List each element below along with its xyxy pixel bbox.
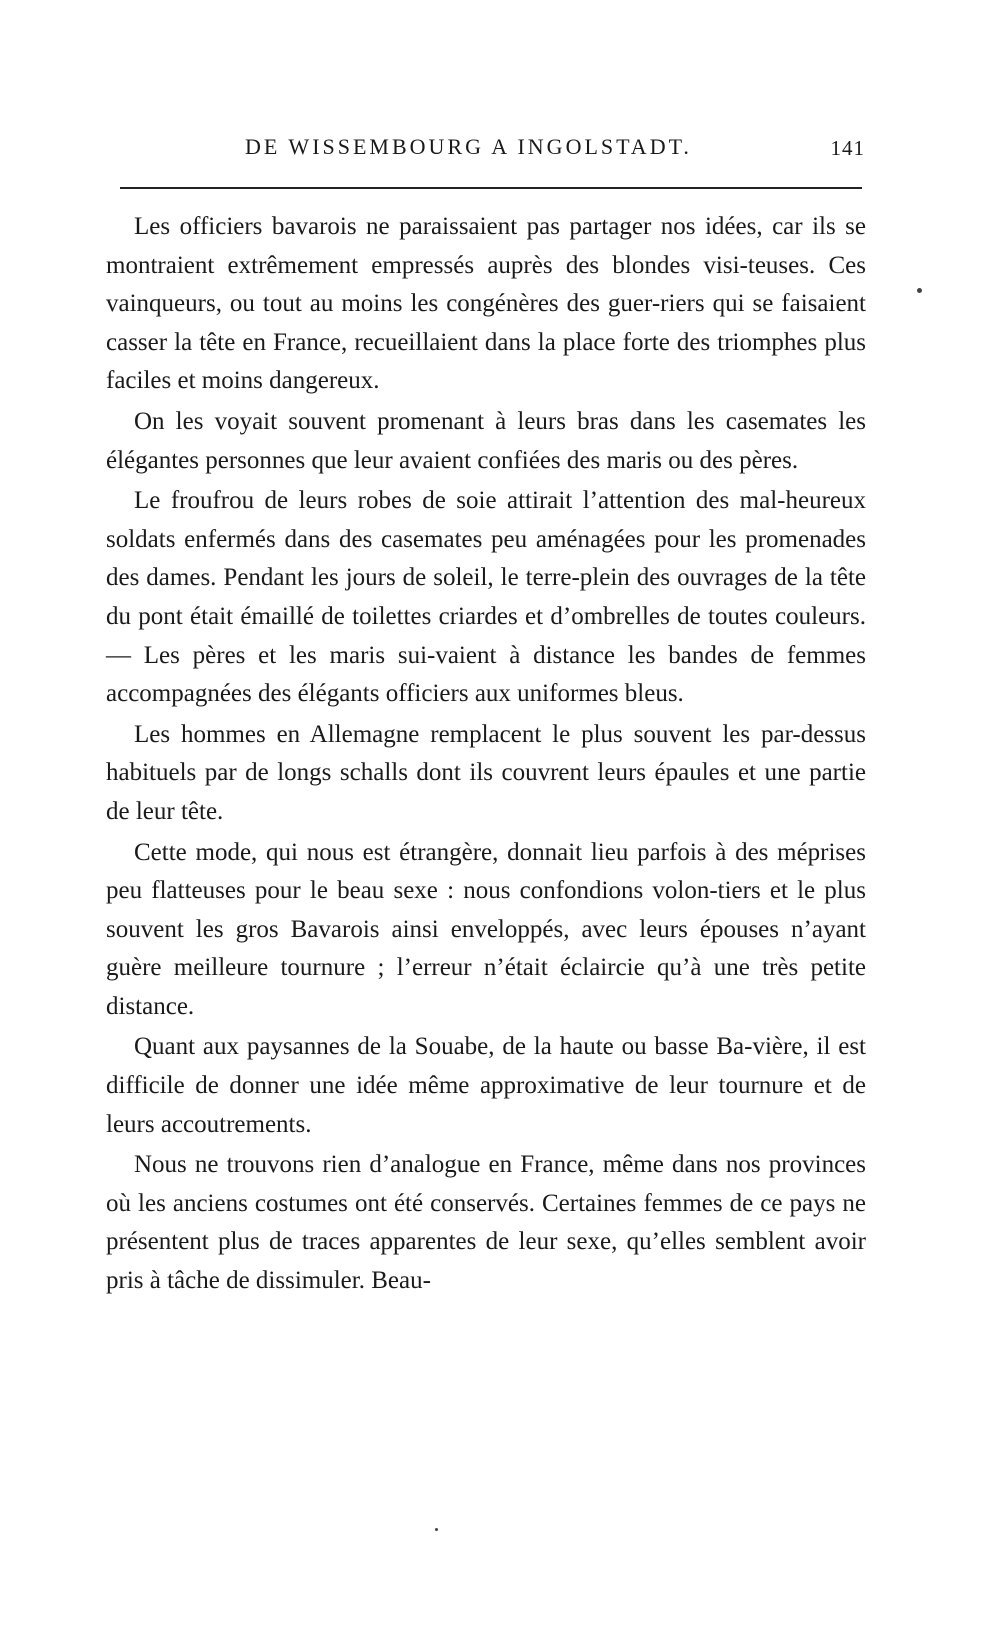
running-header	[105, 134, 865, 170]
page-number: 141	[830, 136, 865, 160]
paragraph: Les hommes en Allemagne remplacent le plus souvent les par-dessus habituels par de longs schalls dont ils couvrent leurs épaules et une partie de leur tête.	[106, 720, 866, 825]
paragraph: Nous ne trouvons rien d’analogue en France, même dans nos provinces où les anciens costumes ont été conservés. Certaines femmes de ce pays ne présentent plus de traces apparentes de leur sexe, qu’elles semblent avoir pris à tâche de dissimuler. Beau-	[106, 1151, 866, 1295]
print-speck	[435, 1528, 438, 1531]
paragraph: Quant aux paysannes de la Souabe, de la haute ou basse Ba-vière, il est difficile de donner une idée même approximative de leur tournure et de leurs accoutrements.	[106, 1033, 866, 1138]
body-text	[106, 208, 866, 1303]
paragraph: Cette mode, qui nous est étrangère, donnait lieu parfois à des méprises peu flatteuses pour le beau sexe : nous confondions volon-tiers et le plus souvent les gros Bavarois ainsi enveloppés, avec leurs épouses n’ayant guère meilleure tournure ; l’erreur n’était éclaircie qu’à une très petite distance.	[106, 838, 866, 1020]
running-title: DE WISSEMBOURG A INGOLSTADT.	[245, 134, 692, 159]
print-speck	[917, 288, 922, 293]
header-rule	[120, 187, 862, 189]
paragraph: Les officiers bavarois ne paraissaient pas partager nos idées, car ils se montraient extrêmement empressés auprès des blondes visi-teuses. Ces vainqueurs, ou tout au moins les congénères des guer-riers qui se faisaient casser la tête en France, recueillaient dans la place forte des triomphes plus faciles et moins dangereux.	[106, 213, 866, 395]
paragraph: Le froufrou de leurs robes de soie attirait l’attention des mal-heureux soldats enfermés dans des casemates peu aménagées pour les promenades des dames. Pendant les jours de soleil, le terre-plein des ouvrages de la tête du pont était émaillé de toilettes criardes et d’ombrelles de toutes couleurs. — Les pères et les maris sui-vaient à distance les bandes de femmes accompagnées des élégants officiers aux uniformes bleus.	[106, 487, 866, 708]
paragraph: On les voyait souvent promenant à leurs bras dans les casemates les élégantes personnes que leur avaient confiées des maris ou des pères.	[106, 407, 866, 474]
